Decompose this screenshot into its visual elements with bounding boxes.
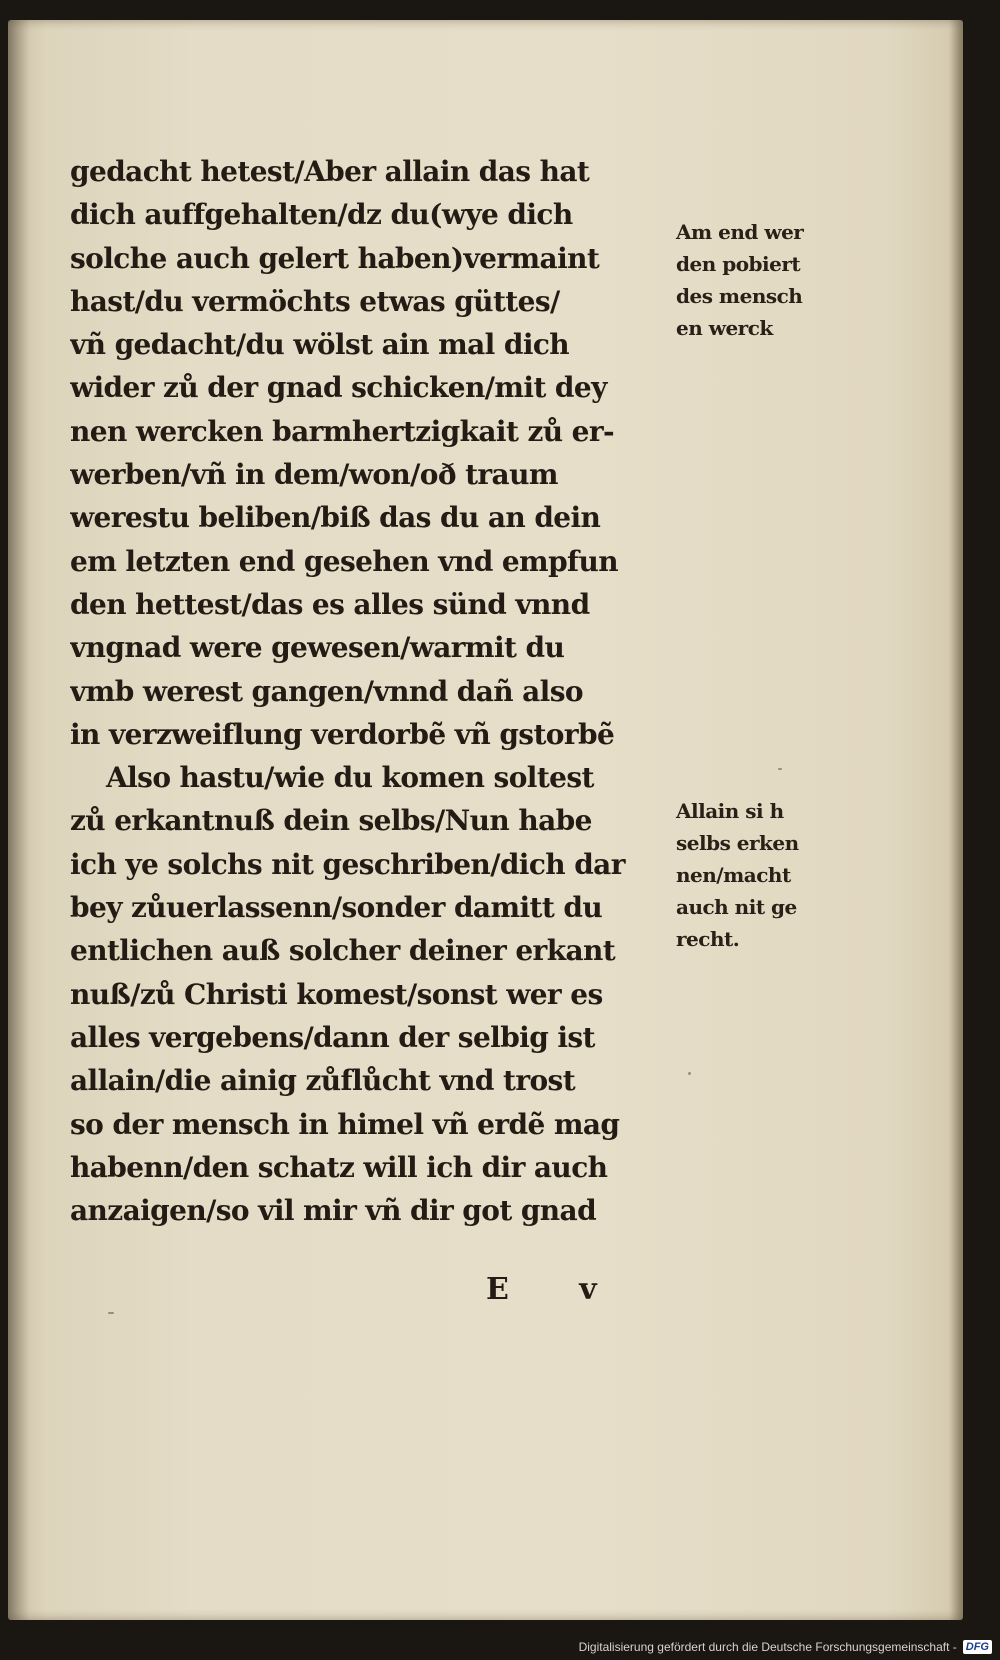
- text-line: ich ye solchs nit geschriben/dich dar: [70, 847, 625, 881]
- marginal-line: en werck: [676, 316, 773, 340]
- text-line: allain/die ainig zůflůcht vnd trost: [70, 1064, 576, 1098]
- paper-speck: [108, 1312, 114, 1314]
- marginal-line: auch nit ge: [676, 895, 797, 919]
- text-line: vñ gedacht/du wölst ain mal dich: [70, 328, 570, 362]
- text-line: so der mensch in himel vñ erdẽ mag: [70, 1107, 620, 1141]
- text-line: werestu beliben/biß das du an dein: [70, 501, 601, 535]
- paragraph-start-line: Also hastu/wie du komen soltest: [106, 761, 594, 795]
- text-line: anzaigen/so vil mir vñ dir got gnad: [70, 1194, 597, 1228]
- marginal-line: selbs erken: [676, 831, 799, 855]
- text-line: habenn/den schatz will ich dir auch: [70, 1150, 608, 1184]
- paper-speck: [778, 768, 782, 770]
- text-line: entlichen auß solcher deiner erkant: [70, 934, 616, 968]
- text-line: zů erkantnuß dein selbs/Nun habe: [70, 804, 592, 838]
- text-line: in verzweiflung verdorbẽ vñ gstorbẽ: [70, 717, 615, 751]
- funding-credit: Digitalisierung gefördert durch die Deutsche Forschungsgemeinschaft -: [578, 1640, 957, 1654]
- page-edge-shadow: [949, 20, 963, 1620]
- text-line: alles vergebens/dann der selbig ist: [70, 1020, 595, 1054]
- marginal-note-1: [676, 216, 856, 344]
- text-line: nuß/zů Christi komest/sonst wer es: [70, 977, 603, 1011]
- paper-speck: [688, 1072, 691, 1075]
- text-line: nen wercken barmhertzigkait zů er-: [70, 414, 615, 448]
- marginal-line: Am end wer: [676, 220, 804, 244]
- text-line: gedacht hetest/Aber allain das hat: [70, 155, 590, 188]
- text-line: bey zůuerlassenn/sonder damitt du: [70, 891, 603, 925]
- digitization-footer: [579, 1638, 992, 1656]
- text-line: hast/du vermöchts etwas güttes/: [70, 284, 560, 318]
- main-text-block: [70, 150, 680, 1232]
- marginal-line: nen/macht: [676, 863, 791, 887]
- marginal-line: Allain si h: [676, 799, 784, 823]
- text-line: den hettest/das es alles sünd vnnd: [70, 587, 590, 621]
- spine-shadow: [8, 20, 30, 1620]
- signature-mark: E v: [486, 1272, 627, 1307]
- text-line: em letzten end gesehen vnd empfun: [70, 544, 619, 578]
- text-line: solche auch gelert haben)vermaint: [70, 241, 600, 275]
- text-line: wider zů der gnad schicken/mit dey: [70, 371, 607, 405]
- marginal-line: den pobiert: [676, 252, 801, 276]
- text-line: dich auffgehalten/dz du(wye dich: [70, 198, 573, 232]
- dfg-logo: DFG: [963, 1640, 992, 1654]
- text-line: vngnad were gewesen/warmit du: [70, 631, 565, 665]
- marginal-line: des mensch: [676, 284, 803, 308]
- marginal-note-2: [676, 795, 856, 955]
- marginal-line: recht.: [676, 927, 740, 951]
- text-line: werben/vñ in dem/won/oð traum: [70, 458, 558, 492]
- book-page: [8, 20, 963, 1620]
- text-line: vmb werest gangen/vnnd dañ also: [70, 674, 583, 708]
